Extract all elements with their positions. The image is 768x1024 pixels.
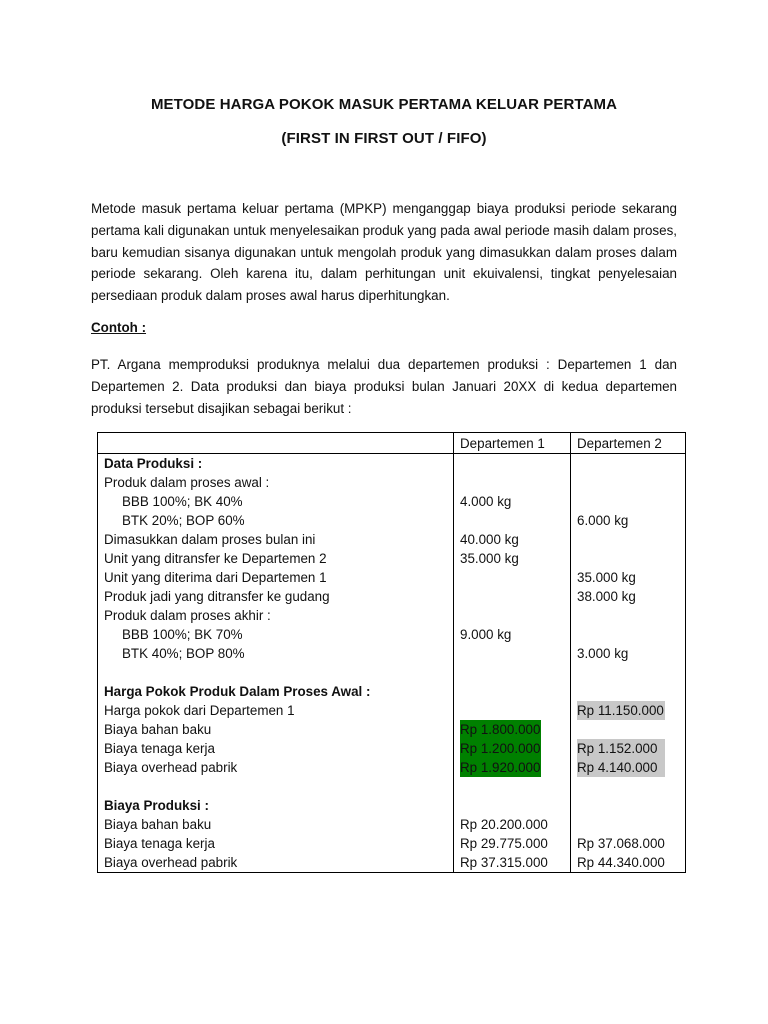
row-dept1 [454,473,571,492]
row-dept1: 9.000 kg [454,625,571,644]
row-label: Biaya bahan baku [98,815,454,834]
example-paragraph: PT. Argana memproduksi produknya melalui dua departemen produksi : Departemen 1 dan Departemen 2. Data produksi dan biaya produksi bulan Januari 20XX di kedua departemen produksi tersebut disajikan sebagai berikut : [91,357,677,416]
row-dept1: 40.000 kg [454,530,571,549]
table-row [98,834,686,853]
row-dept2 [571,549,686,568]
highlighted-value: Rp 1.200.000 [460,741,541,756]
highlighted-value: Rp 1.920.000 [460,760,541,775]
table-row [98,568,686,587]
row-dept1 [454,511,571,530]
row-label: Unit yang ditransfer ke Departemen 2 [98,549,454,568]
table-row [98,796,686,815]
table-row [98,682,686,701]
row-dept2-cell [571,701,686,720]
table-row [98,701,686,720]
row-dept2-cell [571,739,686,758]
table-row [98,815,686,834]
row-dept2 [571,720,686,739]
row-label [98,777,454,796]
row-dept2-cell [571,758,686,777]
row-label: Produk dalam proses akhir : [98,606,454,625]
row-dept2 [571,530,686,549]
row-label [98,663,454,682]
row-dept2 [571,815,686,834]
table-row [98,720,686,739]
row-label: Harga pokok dari Departemen 1 [98,701,454,720]
production-data-table [97,432,686,873]
table-row-spacer [98,777,686,796]
table-row [98,530,686,549]
row-dept1 [454,454,571,474]
row-label: Dimasukkan dalam proses bulan ini [98,530,454,549]
row-dept2: 38.000 kg [571,587,686,606]
table-row [98,473,686,492]
highlighted-value: Rp 4.140.000 [577,758,665,777]
row-dept1: Rp 37.315.000 [454,853,571,873]
row-dept1 [454,701,571,720]
row-dept1-cell [454,739,571,758]
row-dept2: 35.000 kg [571,568,686,587]
row-dept1 [454,568,571,587]
row-label: Biaya overhead pabrik [98,853,454,873]
row-dept2: 6.000 kg [571,511,686,530]
table-header-row [98,433,686,454]
row-label: Biaya tenaga kerja [98,739,454,758]
row-dept1-cell [454,758,571,777]
row-dept2 [571,682,686,701]
document-title: METODE HARGA POKOK MASUK PERTAMA KELUAR PERTAMA [150,96,618,113]
row-dept1: Rp 20.200.000 [454,815,571,834]
row-dept1: 4.000 kg [454,492,571,511]
table-row [98,454,686,474]
intro-paragraph: Metode masuk pertama keluar pertama (MPKP) menganggap biaya produksi periode sekarang pertama kali digunakan untuk menyelesaikan produk yang pada awal periode masih dalam proses, baru kemudian sisanya digunakan untuk mengolah produk yang dimasukkan dalam proses dalam periode sekarang. Oleh karena itu, dalam perhitungan unit ekuivalensi, tingkat penyelesaian persediaan produk dalam proses awal harus diperhitungkan. [91,201,677,304]
row-dept2: Rp 44.340.000 [571,853,686,873]
highlighted-value: Rp 11.150.000 [577,703,664,718]
row-label: Biaya bahan baku [98,720,454,739]
row-label: Unit yang diterima dari Departemen 1 [98,568,454,587]
highlighted-value: Rp 1.800.000 [460,722,541,737]
row-label: Biaya tenaga kerja [98,834,454,853]
row-dept1 [454,682,571,701]
row-dept1 [454,796,571,815]
header-cell-empty [98,433,454,454]
table-row-spacer [98,663,686,682]
table-row [98,492,686,511]
row-label: Harga Pokok Produk Dalam Proses Awal : [98,682,454,701]
table-row [98,644,686,663]
header-cell-departemen-2: Departemen 2 [571,433,686,454]
table-row [98,758,686,777]
table-row [98,511,686,530]
row-dept1 [454,587,571,606]
row-label: Biaya overhead pabrik [98,758,454,777]
table-row [98,587,686,606]
row-dept2 [571,625,686,644]
row-dept2 [571,492,686,511]
row-dept2: Rp 37.068.000 [571,834,686,853]
row-dept1 [454,777,571,796]
row-label: BBB 100%; BK 40% [98,492,454,511]
table-row [98,549,686,568]
row-label: Biaya Produksi : [98,796,454,815]
row-label: BTK 40%; BOP 80% [98,644,454,663]
header-cell-departemen-1: Departemen 1 [454,433,571,454]
row-dept1 [454,606,571,625]
row-dept1 [454,663,571,682]
row-dept2 [571,796,686,815]
table-row [98,739,686,758]
table-row [98,853,686,873]
row-dept1 [454,644,571,663]
row-dept1-cell [454,720,571,739]
row-dept1: Rp 29.775.000 [454,834,571,853]
table-row [98,606,686,625]
row-label: Data Produksi : [98,454,454,474]
row-dept1: 35.000 kg [454,549,571,568]
document-subtitle: (FIRST IN FIRST OUT / FIFO) [281,130,487,147]
row-dept2: 3.000 kg [571,644,686,663]
highlighted-value: Rp 1.152.000 [577,739,665,758]
row-label: BTK 20%; BOP 60% [98,511,454,530]
row-label: Produk jadi yang ditransfer ke gudang [98,587,454,606]
row-label: BBB 100%; BK 70% [98,625,454,644]
row-dept2 [571,454,686,474]
row-dept2 [571,606,686,625]
example-heading: Contoh : [91,320,147,335]
row-dept2 [571,473,686,492]
table-row [98,625,686,644]
row-label: Produk dalam proses awal : [98,473,454,492]
row-dept2 [571,777,686,796]
row-dept2 [571,663,686,682]
